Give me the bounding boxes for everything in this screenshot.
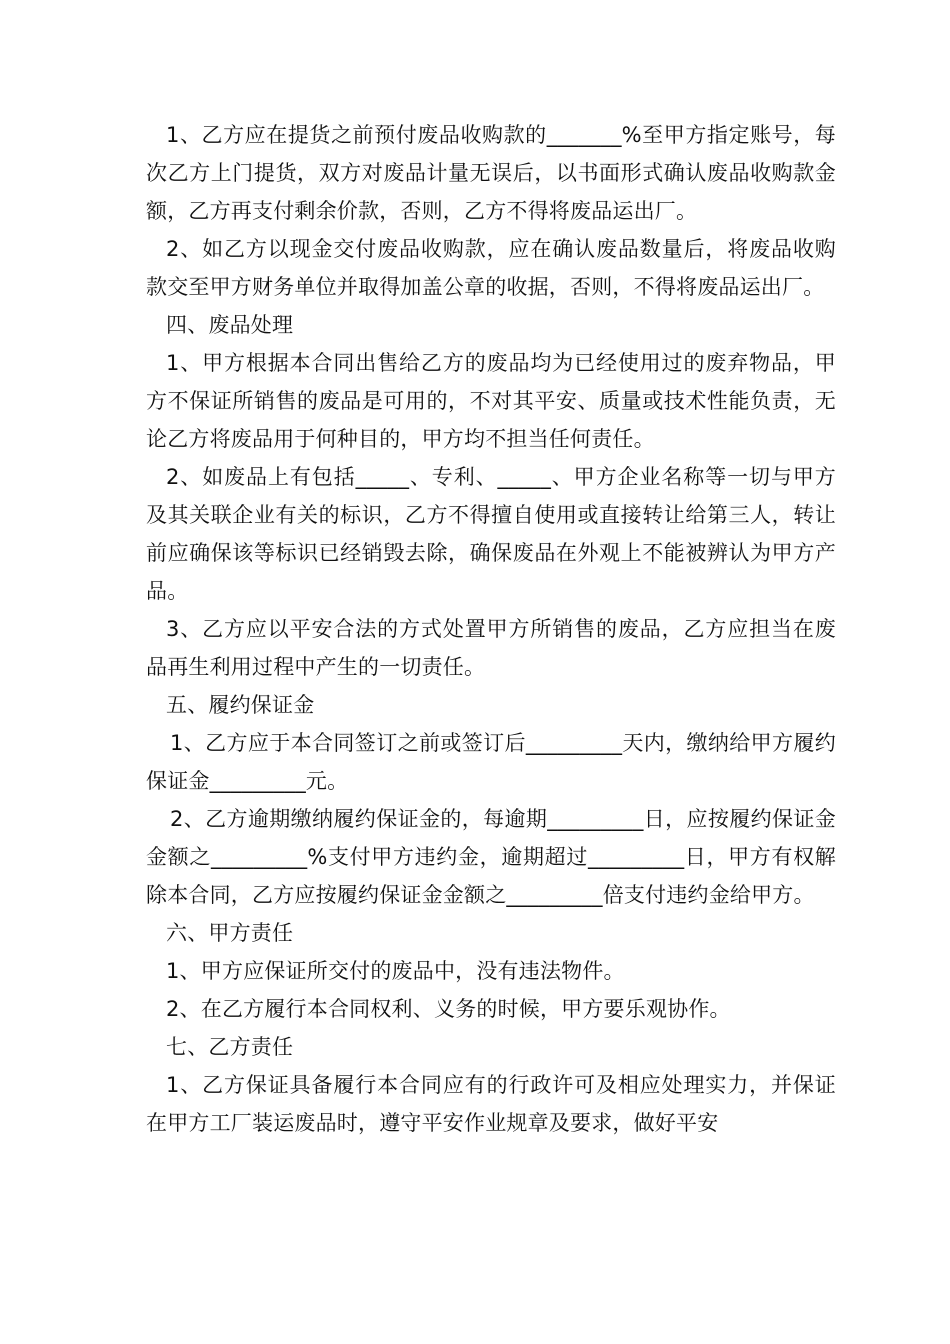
section-heading-party-a-duties: 六、甲方责任	[166, 921, 294, 945]
paragraph-bond-payment: 1、乙方应于本合同签订之前或签订后_________天内，缴纳给甲方履约保证金_________元。	[146, 731, 836, 793]
paragraph-prepayment: 1、乙方应在提货之前预付废品收购款的_______%至甲方指定账号，每次乙方上门提货，双方对废品计量无误后，以书面形式确认废品收购款金额，乙方再支付剩余价款，否则，乙方不得将废品运出厂。	[146, 123, 836, 223]
document-body	[146, 116, 836, 1142]
paragraph-safe-disposal: 3、乙方应以平安合法的方式处置甲方所销售的废品，乙方应担当在废品再生利用过程中产生的一切责任。	[146, 617, 836, 679]
section-heading-performance-bond: 五、履约保证金	[166, 693, 315, 717]
paragraph-bond-late-fee: 2、乙方逾期缴纳履约保证金的，每逾期_________日，应按履约保证金金额之_________%支付甲方违约金，逾期超过_________日，甲方有权解除本合同，乙方应按履约保证金金额之_________倍支付违约金给甲方。	[146, 807, 836, 907]
paragraph-party-b-license: 1、乙方保证具备履行本合同应有的行政许可及相应处理实力，并保证在甲方工厂装运废品时，遵守平安作业规章及要求，做好平安	[146, 1073, 836, 1135]
section-heading-waste-handling: 四、废品处理	[166, 313, 294, 337]
paragraph-no-warranty: 1、甲方根据本合同出售给乙方的废品均为已经使用过的废弃物品，甲方不保证所销售的废品是可用的，不对其平安、质量或技术性能负责，无论乙方将废品用于何种目的，甲方均不担当任何责任。	[146, 351, 836, 451]
section-heading-party-b-duties: 七、乙方责任	[166, 1035, 294, 1059]
paragraph-cash-payment: 2、如乙方以现金交付废品收购款，应在确认废品数量后，将废品收购款交至甲方财务单位并取得加盖公章的收据，否则，不得将废品运出厂。	[146, 237, 836, 299]
paragraph-party-a-guarantee: 1、甲方应保证所交付的废品中，没有违法物件。	[166, 959, 625, 983]
paragraph-party-a-cooperation: 2、在乙方履行本合同权利、义务的时候，甲方要乐观协作。	[166, 997, 731, 1021]
paragraph-trademarks: 2、如废品上有包括_____、专利、_____、甲方企业名称等一切与甲方及其关联企业有关的标识，乙方不得擅自使用或直接转让给第三人，转让前应确保该等标识已经销毁去除，确保废品在外观上不能被辨认为甲方产品。	[146, 465, 836, 603]
